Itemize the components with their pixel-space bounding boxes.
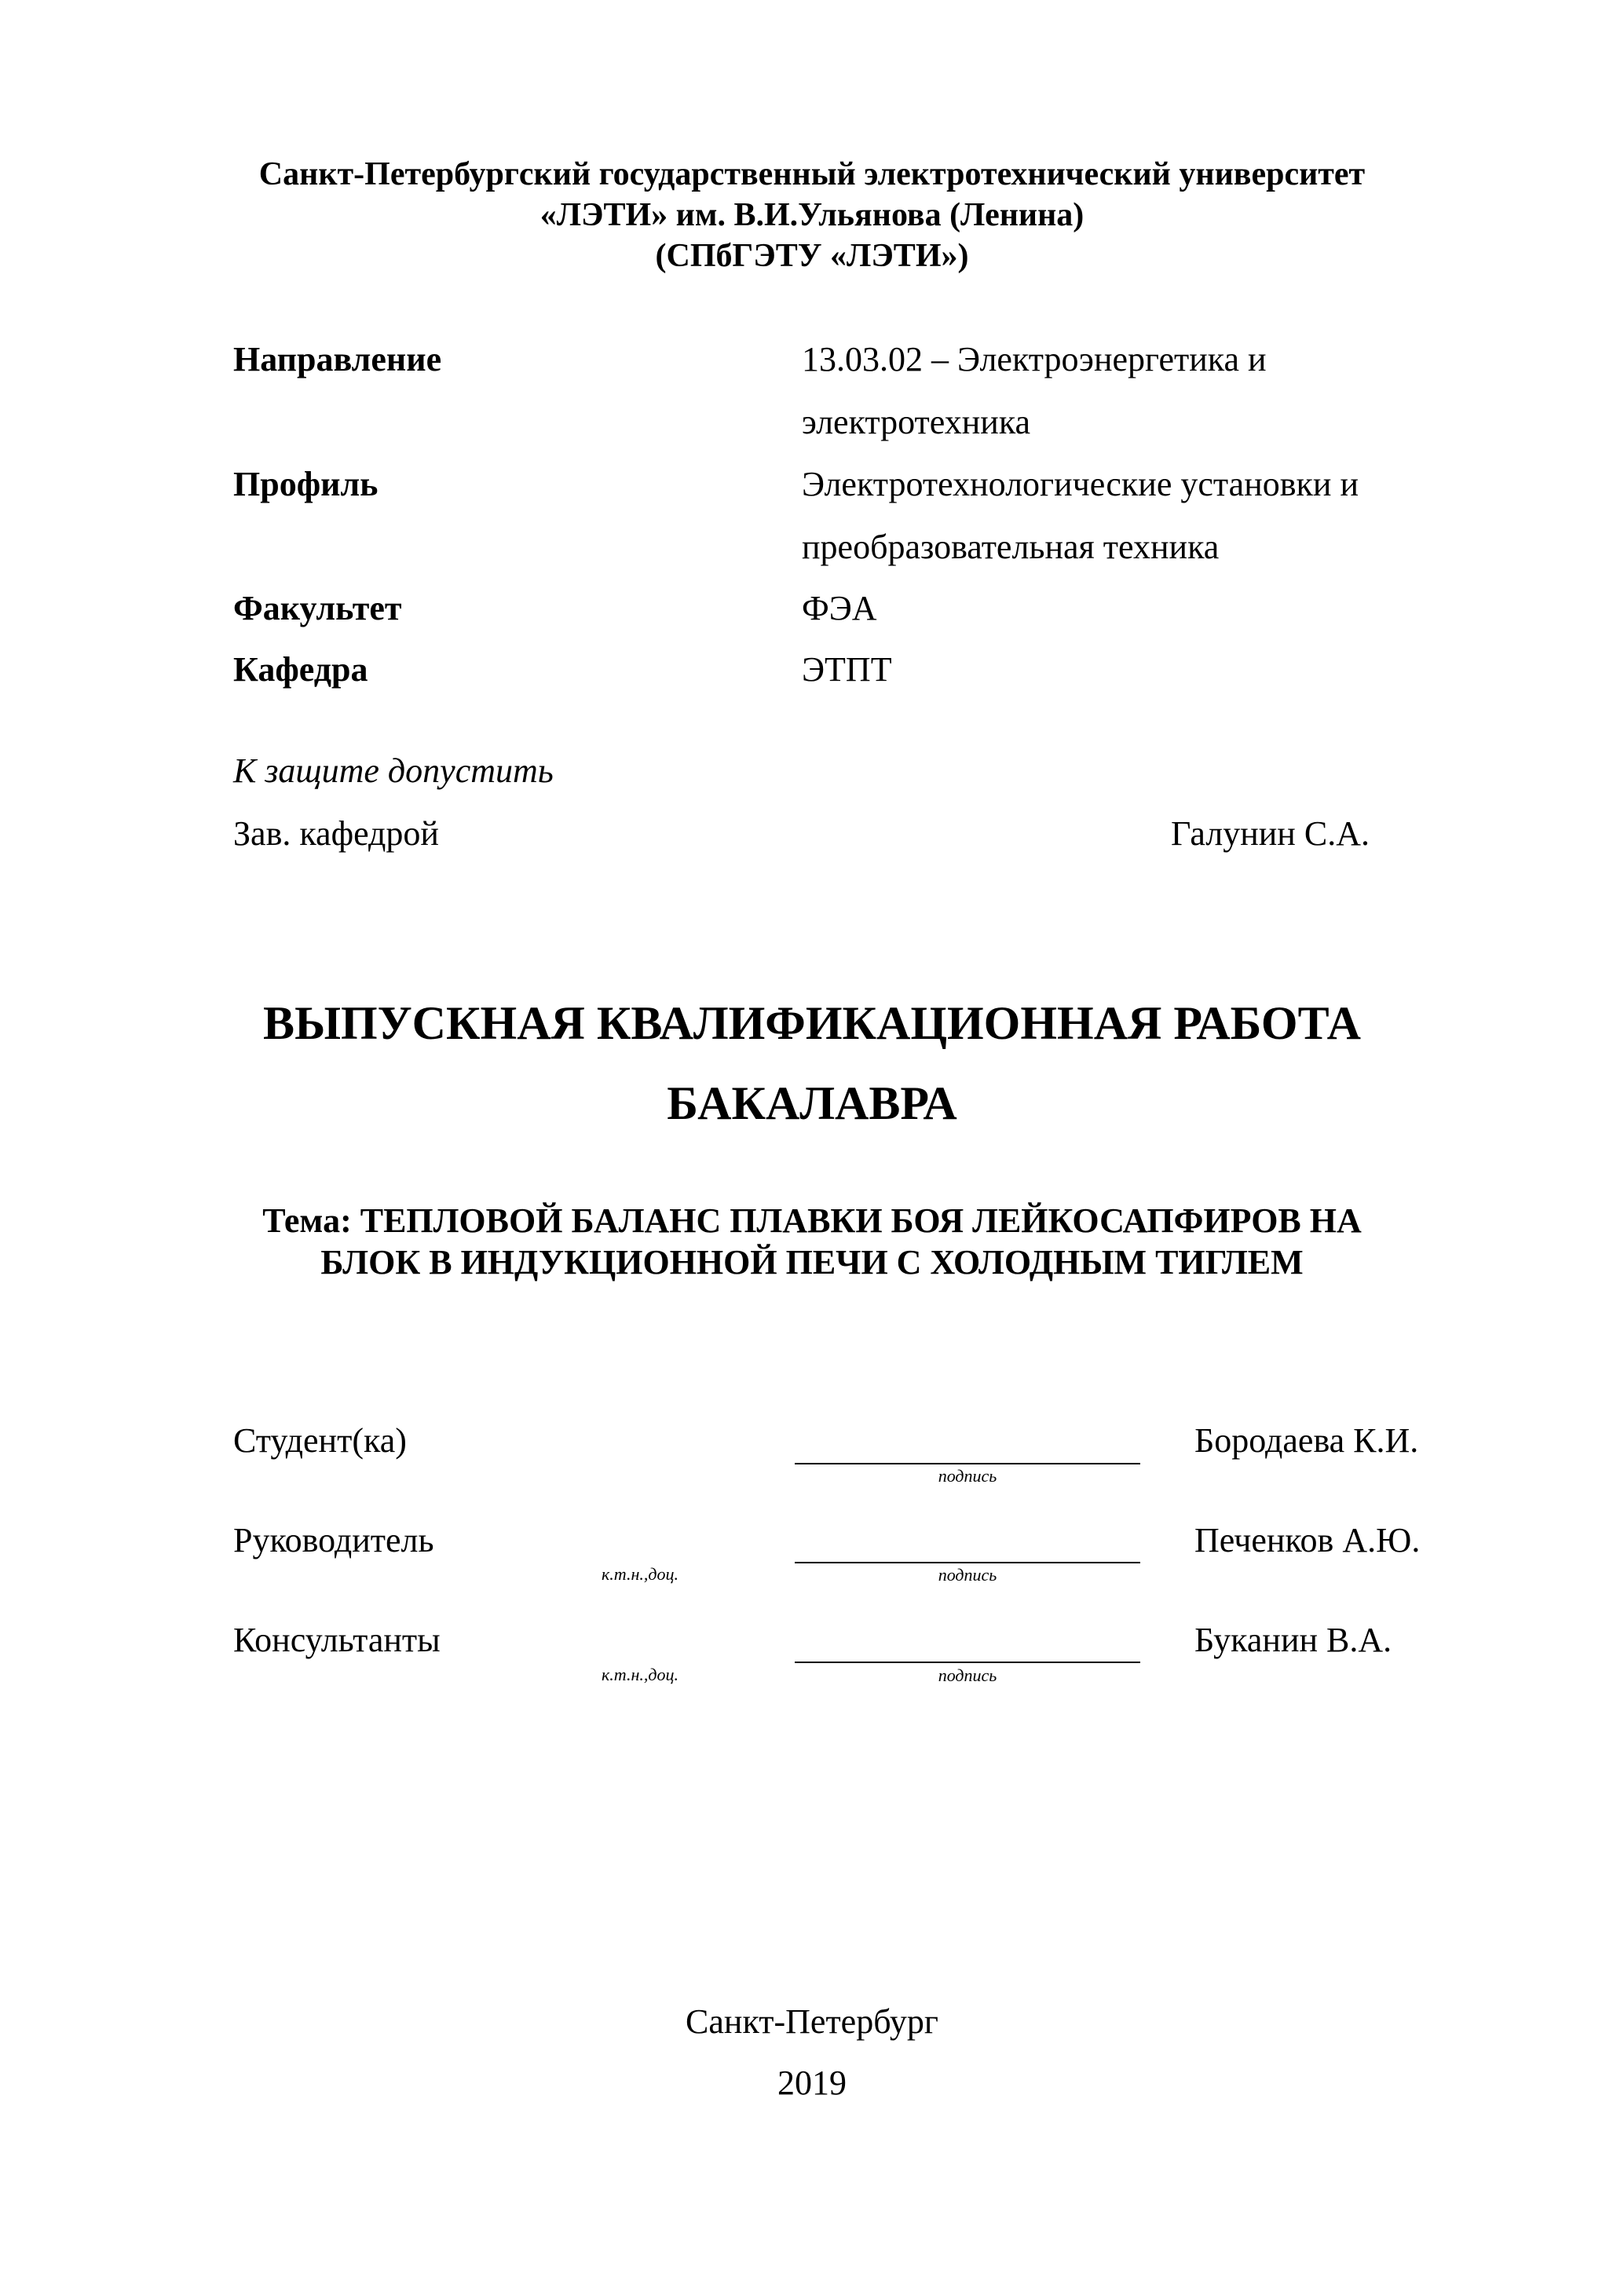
student-role: Студент(ка) — [233, 1421, 407, 1460]
university-name: Санкт-Петербургский государственный электротехнический университет — [258, 156, 1366, 192]
profile-value — [802, 453, 1509, 579]
direction-value-line1: 13.03.02 – Электроэнергетика и — [802, 340, 1267, 378]
direction-label: Направление — [233, 340, 442, 378]
supervisor-signature-caption: подпись — [938, 1565, 997, 1585]
consultant-degree: к.т.н.,доц. — [602, 1665, 678, 1684]
head-of-department-name: Галунин С.А. — [1171, 814, 1370, 853]
student-name: Бородаева К.И. — [1194, 1421, 1419, 1460]
department-label: Кафедра — [233, 650, 368, 689]
university-abbr: (СПбГЭТУ «ЛЭТИ») — [655, 238, 969, 274]
work-title-line2: БАКАЛАВРА — [667, 1077, 957, 1129]
work-title-line1: ВЫПУСКНАЯ КВАЛИФИКАЦИОННАЯ РАБОТА — [263, 997, 1361, 1049]
department-value: ЭТПТ — [802, 650, 892, 689]
profile-label: Профиль — [233, 465, 379, 503]
topic-line2: БЛОК В ИНДУКЦИОННОЙ ПЕЧИ С ХОЛОДНЫМ ТИГЛЕМ — [320, 1243, 1304, 1281]
direction-value-line2: электротехника — [802, 403, 1031, 441]
consultant-signature-line — [795, 1662, 1140, 1663]
faculty-value: ФЭА — [802, 589, 877, 627]
consultant-name: Буканин В.А. — [1194, 1621, 1392, 1659]
supervisor-degree: к.т.н.,доц. — [602, 1564, 678, 1584]
student-signature-caption: подпись — [938, 1466, 997, 1486]
admit-to-defense: К защите допустить — [233, 751, 554, 790]
footer-city: Санкт-Петербург — [686, 2002, 938, 2041]
head-of-department-role: Зав. кафедрой — [233, 814, 439, 853]
direction-value — [802, 328, 1509, 454]
supervisor-role: Руководитель — [233, 1521, 434, 1559]
footer-year: 2019 — [777, 2064, 847, 2102]
consultant-signature-caption: подпись — [938, 1665, 997, 1685]
university-short: «ЛЭТИ» им. В.И.Ульянова (Ленина) — [540, 197, 1084, 233]
consultant-role: Консультанты — [233, 1621, 441, 1659]
profile-value-line1: Электротехнологические установки и — [802, 465, 1359, 503]
faculty-label: Факультет — [233, 589, 402, 627]
topic-line1: Тема: ТЕПЛОВОЙ БАЛАНС ПЛАВКИ БОЯ ЛЕЙКОСАПФИРОВ НА — [262, 1201, 1362, 1240]
supervisor-name: Печенков А.Ю. — [1194, 1521, 1421, 1559]
profile-value-line2: преобразовательная техника — [802, 528, 1220, 566]
